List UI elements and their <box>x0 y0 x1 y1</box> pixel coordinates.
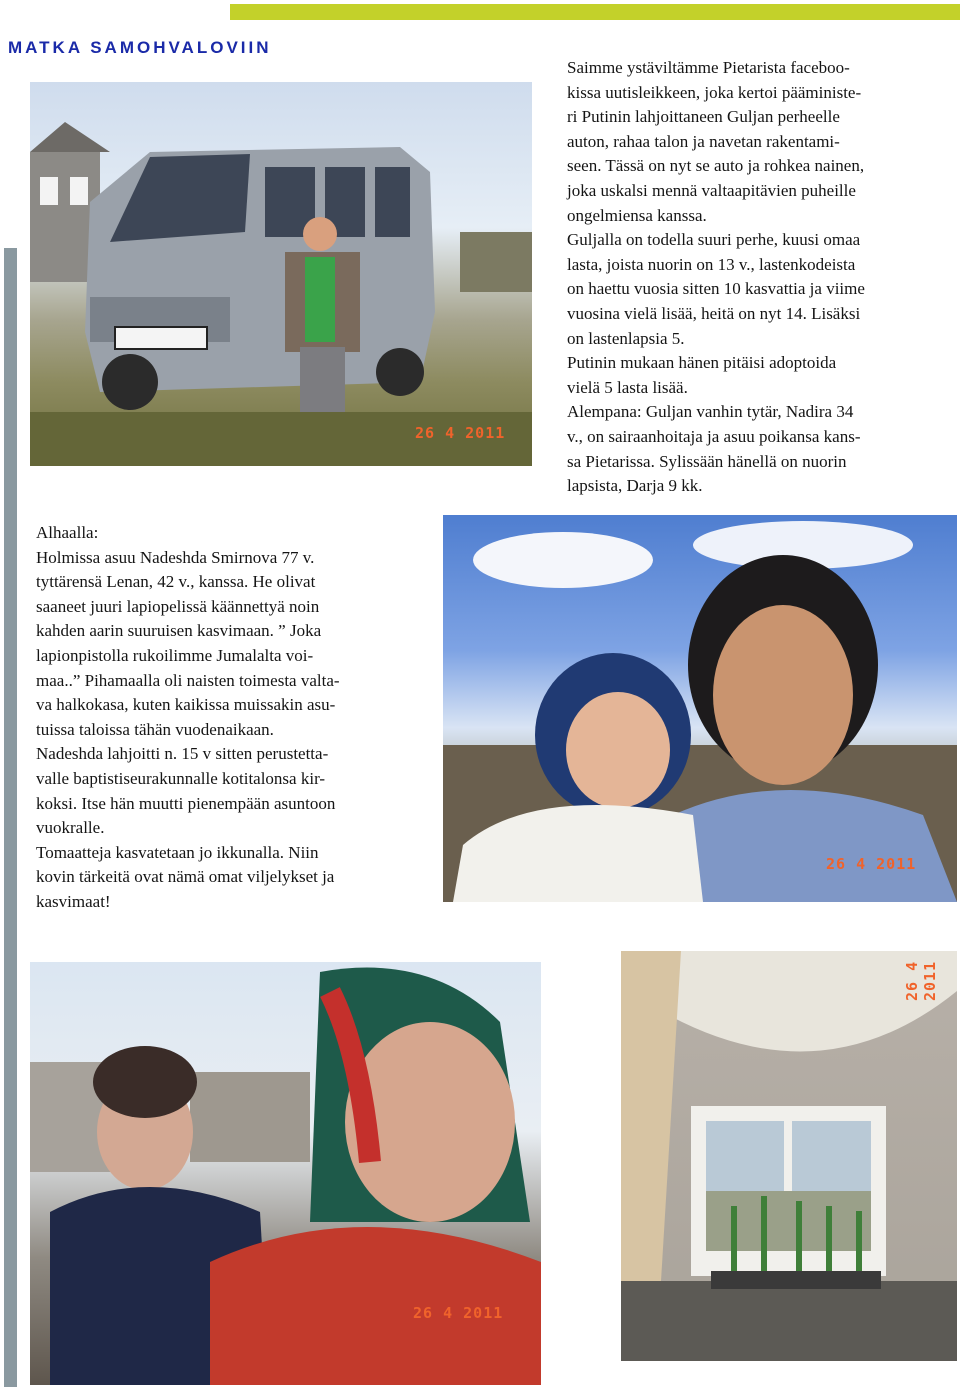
side-accent-bar <box>4 248 17 1387</box>
date-stamp: 26 4 2011 <box>413 1304 504 1322</box>
date-stamp: 26 4 2011 <box>903 960 939 1001</box>
date-stamp: 26 4 2011 <box>415 424 506 442</box>
van-scene-illustration <box>30 82 532 466</box>
photo-mother-and-baby <box>443 515 957 902</box>
window-illustration <box>621 951 957 1361</box>
date-stamp: 26 4 2011 <box>826 855 917 873</box>
section-title: MATKA SAMOHVALOVIIN <box>8 38 272 57</box>
mother-baby-illustration <box>443 515 957 902</box>
photo-van-with-woman <box>30 82 532 466</box>
photo-two-women <box>30 962 541 1385</box>
right-column-text: Saimme ystäviltämme Pietarista faceboo- kissa uutisleikkeen, joka kertoi pääministe- ri Putinin lahjoittaneen Guljan perheelle auton, rahaa talon ja navetan rakentami- seen. Tässä on nyt se auto ja rohkea nainen, joka uskalsi mennä valtaapitävien puheille ongelmiensa kanssa. Guljalla on todella suuri perhe, kuusi omaa lasta, joista nuorin on 13 v., lastenkodeista on haettu vuosia sitten 10 kasvattia ja viime vuosina vielä lisää, heitä on nyt 14. Lisäksi on lastenlapsia 5. Putinin mukaan hänen pitäisi adoptoida vielä 5 lasta lisää. Alempana: Guljan vanhin tytär, Nadira 34 v., on sairaanhoitaja ja asuu poikansa kans- sa Pietarissa. Sylissään hänellä on nuorin lapsista, Darja 9 kk. <box>567 58 865 496</box>
left-column-text: Alhaalla: Holmissa asuu Nadeshda Smirnova 77 v. tyttärensä Lenan, 42 v., kanssa. He olivat saaneet juuri lapiopelissä käännettyä noin kahden aarin suuruisen kasvimaan. ” Joka lapionpistolla rukoilimme Jumalalta voi- maa..” Pihamaalla oli naisten toimesta valta- va halkokasa, kuten kaikissa muissakin asu- tuissa taloissa tähän vuodenaikaan. Nadeshda lahjoitti n. 15 v sitten perustetta- valle baptistiseurakunnalle kotitalonsa kir- koksi. Itse hän muutti pienempään asuntoon vuokralle. Tomaatteja kasvatetaan jo ikkunalla. Niin kovin tärkeitä ovat nämä omat viljelykset ja kasvimaat! <box>36 523 340 911</box>
top-accent-bar <box>230 4 960 20</box>
photo-window-tomatoes <box>621 951 957 1361</box>
